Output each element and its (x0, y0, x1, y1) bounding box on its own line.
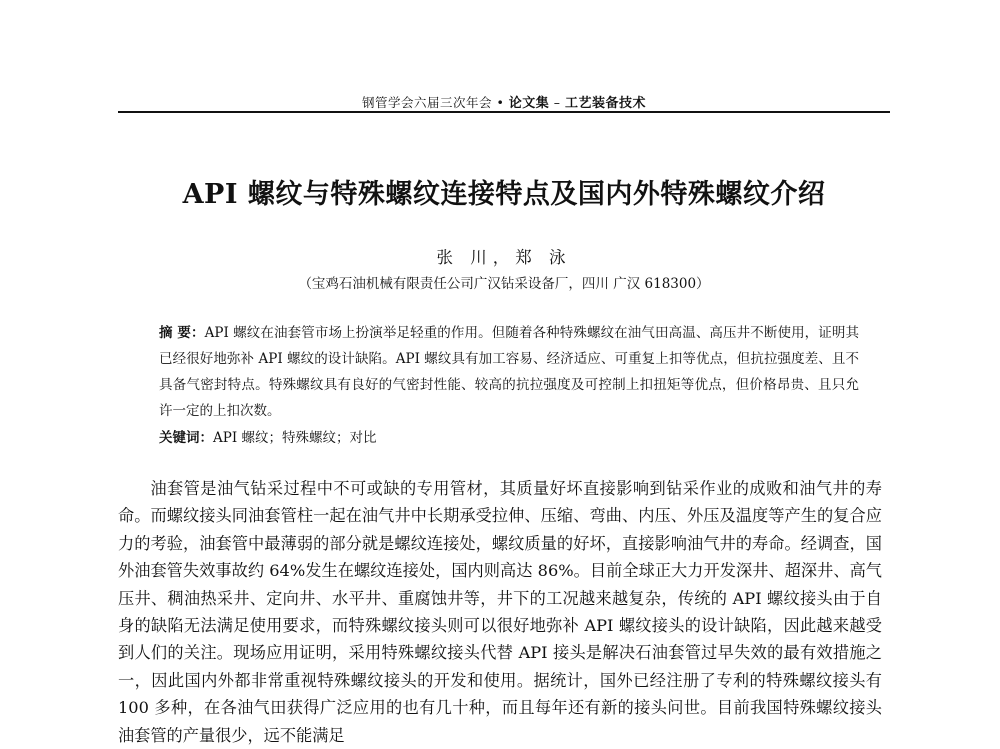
keywords-label: 关键词： (159, 430, 213, 446)
authors: 张 川，郑 泳 (436, 248, 572, 267)
running-header (118, 92, 890, 111)
body-paragraph: 油套管是油气钻采过程中不可或缺的专用管材，其质量好坏直接影响到钻采作业的成败和油气井的寿命。而螺纹接头同油套管柱一起在油气井中长期承受拉伸、压缩、弯曲、内压、外压及温度等产生的复合应力的考验，油套管中最薄弱的部分就是螺纹连接处，螺纹质量的好坏，直接影响油气井的寿命。经调查，国外油套管失效事故约 64%发生在螺纹连接处，国内则高达 86%。目前全球正大力开发深井、超深井、高气压井、稠油热采井、定向井、水平井、重腐蚀井等，井下的工况越来越复杂，传统的 API 螺纹接头由于自身的缺陷无法满足使用要求，而特殊螺纹接头则可以很好地弥补 API 螺纹接头的设计缺陷，因此越来越受到人们的关注。现场应用证明，采用特殊螺纹接头代替 API 接头是解决石油套管过早失效的最有效措施之一，因此国内外都非常重视特殊螺纹接头的开发和使用。据统计，国外已经注册了专利的特殊螺纹接头有 100 多种，在各油气田获得广泛应用的也有几十种，而且每年还有新的接头问世。目前我国特殊螺纹接头油套管的产量很少，远不能满足 (118, 479, 882, 745)
affiliation: （宝鸡石油机械有限责任公司广汉钻采设备厂，四川 广汉 618300） (298, 276, 710, 292)
header-prefix: 钢管学会六届三次年会 (361, 95, 492, 110)
header-rule (118, 111, 890, 113)
paper-title: API 螺纹与特殊螺纹连接特点及国内外特殊螺纹介绍 (182, 179, 826, 210)
abstract-text: API 螺纹在油套管市场上扮演举足轻重的作用。但随着各种特殊螺纹在油气田高温、高压井不断使用，证明其已经很好地弥补 API 螺纹的设计缺陷。API 螺纹具有加工容易、经济适应、可重复上扣等优点，但抗拉强度差、且不具备气密封特点。特殊螺纹具有良好的气密封性能、较高的抗拉强度及可控制上扣扭矩等优点，但价格昂贵、且只允许一定的上扣次数。 (159, 325, 859, 419)
header-collection: 论文集 (508, 96, 550, 111)
header-section: 工艺装备技术 (565, 96, 647, 111)
abstract-label: 摘 要： (159, 325, 205, 341)
keywords-text: API 螺纹；特殊螺纹；对比 (213, 430, 377, 446)
header-separator: • (496, 95, 505, 110)
header-dash: – (553, 95, 561, 110)
keywords (159, 425, 859, 451)
abstract (159, 320, 859, 424)
